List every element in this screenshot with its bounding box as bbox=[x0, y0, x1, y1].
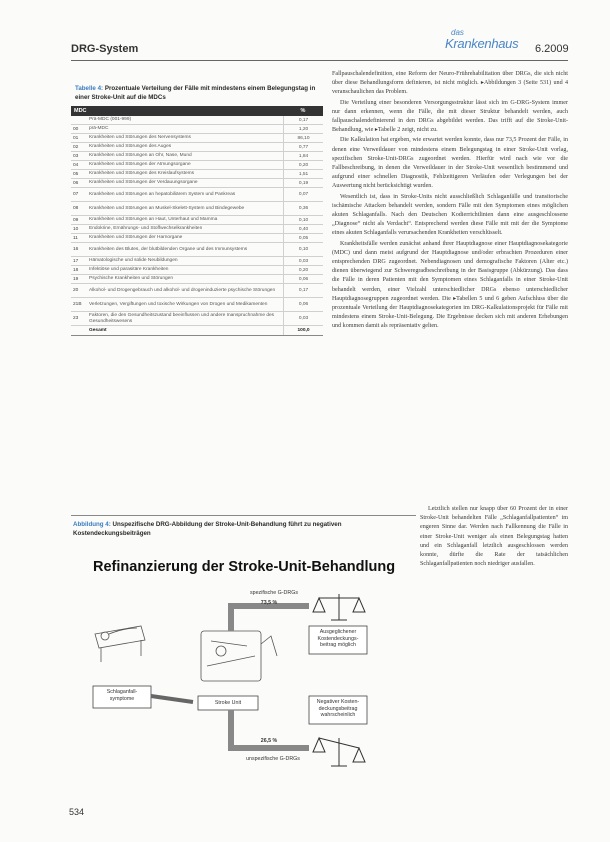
row-percent: 1,51 bbox=[283, 170, 323, 178]
row-percent: 0,40 bbox=[283, 225, 323, 233]
journal-logo bbox=[445, 28, 525, 56]
row-percent: 0,06 bbox=[283, 275, 323, 283]
table-row bbox=[71, 298, 323, 312]
col-header-pct: % bbox=[300, 108, 306, 114]
table-row bbox=[71, 216, 323, 225]
table-row bbox=[71, 152, 323, 161]
row-description: Krankheiten und Störungen der Verdauungsorgane bbox=[89, 180, 198, 185]
row-percent: 0,03 bbox=[283, 312, 323, 325]
table-row bbox=[71, 284, 323, 298]
row-description: Krankheiten und Störungen des Kreislaufsystems bbox=[89, 171, 195, 176]
table-row bbox=[71, 134, 323, 143]
table-row bbox=[71, 225, 323, 234]
table-row bbox=[71, 266, 323, 275]
article-column-upper bbox=[332, 70, 568, 508]
stroke-unit-icon bbox=[201, 631, 277, 681]
total-pct: 100,0 bbox=[283, 326, 323, 335]
specific-pct: 73,5 % bbox=[260, 600, 278, 606]
table-row bbox=[71, 257, 323, 266]
row-code: 00 bbox=[73, 126, 79, 132]
row-percent: 0,19 bbox=[283, 179, 323, 187]
row-description: Krankheiten und Störungen der Harnorgane bbox=[89, 235, 183, 240]
row-code: 16 bbox=[73, 247, 79, 252]
table-row bbox=[71, 170, 323, 179]
row-code: 20 bbox=[73, 288, 79, 293]
article-paragraph: Fallpauschalendefinition, eine Reform der Neuro-Frührehabilitation über DRGs, die sich nicht über diese Behandlungsform definieren, ist nicht möglich. ▸Abbildungen 3 (Seite 531) und 4 veranschaulichen das Problem. bbox=[332, 71, 568, 96]
patient-bed-icon bbox=[95, 626, 145, 662]
specific-label: spezifische G-DRGs bbox=[250, 590, 298, 596]
row-description: Endokrine, Ernährungs- und Stoffwechselkrankheiten bbox=[89, 226, 203, 231]
row-description: Krankheiten und Störungen des Auges bbox=[89, 144, 172, 149]
row-code: 17 bbox=[73, 258, 79, 264]
table-row bbox=[71, 275, 323, 284]
figure-title: Refinanzierung der Stroke-Unit-Behandlung bbox=[93, 559, 396, 575]
article-column-lower bbox=[420, 505, 568, 805]
logo-prefix: das bbox=[451, 28, 464, 37]
table-row bbox=[71, 312, 323, 326]
row-code: 11 bbox=[73, 235, 78, 241]
unspecific-pct: 26,5 % bbox=[260, 738, 278, 744]
table-row bbox=[71, 125, 323, 134]
negative-label: Negativer Kosten- deckungsbeitrag wahrscheinlich bbox=[316, 699, 360, 718]
total-label: Gesamt bbox=[89, 327, 107, 333]
figure-4-label: Abbildung 4: bbox=[73, 521, 111, 528]
table-row bbox=[71, 179, 323, 188]
table-row bbox=[71, 143, 323, 152]
row-description: Faktoren, die den Gesundheitszustand beeinflussen und andere Inanspruchnahme des Gesundheitswesens bbox=[89, 312, 275, 324]
row-description: Infektiöse und parasitäre Krankheiten bbox=[89, 267, 169, 272]
table-4-total-row bbox=[71, 326, 323, 336]
article-paragraph: Krankheitsfälle werden zunächst anhand ihrer Hauptdiagnose einer Hauptdiagnosekategorie (MDC) und dann meist aufgrund der Hauptdiagnose und/oder erbrachten Prozeduren einer entsprechenden DRG zugeordnet. Nebendiagnosen und demografische Faktoren (Alter etc.) dienen überwiegend zur Schweregradbeschreibung in der Basisgruppe (Abkürzung). Das dass die Fälle in deren Patienten mit den Symptomen eines Schlaganfalls in einer Stroke-Unit behandelt werden, einer Vielzahl unterschiedlicher DRGs ebenso unterschiedlicher Hauptdiagnosegruppen zugeordnet werden. Die ▸Tabellen 5 und 6 geben Aufschluss über die prozentuale Verteilung der Hauptdiagnosekategorien im DRG-Kalkulationsprojekt für Fälle mit mindestens einem Stroke-Unit-Belegung. Die Ergebnisse decken sich mit anderen Erhebungen und kommen damit als repräsentativ gelten. bbox=[332, 240, 568, 330]
balanced-scale-icon bbox=[313, 594, 365, 620]
table-row bbox=[71, 188, 323, 202]
row-code: 18 bbox=[73, 267, 79, 273]
row-description: Krankheiten und Störungen an Haut, Unterhaut und Mamma bbox=[89, 217, 218, 222]
figure-4-caption-text: Unspezifische DRG-Abbildung der Stroke-Unit-Behandlung führt zu negativen Kostendeckungsbeiträgen bbox=[73, 521, 342, 537]
row-code: 10 bbox=[73, 226, 79, 232]
row-description: prä-MDC bbox=[89, 126, 109, 131]
table-4-header bbox=[71, 106, 323, 116]
row-percent: 1,20 bbox=[283, 125, 323, 133]
row-percent: 1,84 bbox=[283, 152, 323, 160]
table-4-label: Tabelle 4: bbox=[75, 85, 104, 92]
table-4-body bbox=[71, 116, 323, 326]
row-description: Hämatologische und solide Neubildungen bbox=[89, 258, 178, 263]
figure-4 bbox=[71, 515, 416, 798]
row-code: 21B bbox=[73, 302, 82, 307]
article-paragraph: Letztlich stellen nur knapp über 60 Prozent der in einer Stroke-Unit behandelten Fälle „Schlaganfallpatienten“ im engeren Sinne dar. Werden nach Fallkennung die Fälle in einer Stroke-Unit weniger als einen Belegungstag hatten und ein Schlaganfall letztlich ausgeschlossen werden konnte, dürfte die Rate der tatsächlichen Schlaganfallpatienten noch niedriger ausfallen. bbox=[420, 506, 568, 568]
article-paragraph: Die Kalkulation hat ergeben, wie erwartet werden konnte, dass nur 73,5 Prozent der Fälle, in denen eine Verweildauer von mindestens einem Belegungstag in einer Stroke-Unit vorlag, spezifischen Stroke-Unit-DRGs zugeordnet werden. Hierfür wird nach wie vor die Fallbeschreibung, in denen die Verweildauer in der Stroke-Unit wesentlich bestimmend und aufgrund einer schnellen Diagnostik, Fehlzeitigeren Verläufen oder Verlegungen bei der Auswertung nicht berücksichtigt wurden. bbox=[332, 137, 568, 190]
row-percent: 0,20 bbox=[283, 266, 323, 274]
table-4-caption-text: Prozentuale Verteilung der Fälle mit mindestens einem Belegungstag in einer Stroke-Unit auf die MDCs bbox=[75, 85, 316, 101]
row-percent: 0,17 bbox=[283, 116, 323, 124]
header-rule bbox=[71, 60, 568, 61]
row-percent: 0,17 bbox=[283, 284, 323, 297]
row-description: Krankheiten und Störungen an hepatobiliärem System und Pankreas bbox=[89, 191, 236, 197]
issue-number: 6.2009 bbox=[535, 43, 569, 55]
row-percent: 0,06 bbox=[283, 298, 323, 311]
row-percent: 0,36 bbox=[283, 202, 323, 215]
row-percent: 0,03 bbox=[283, 257, 323, 265]
row-code: 03 bbox=[73, 153, 79, 159]
row-description: Psychische Krankheiten und Störungen bbox=[89, 276, 173, 281]
row-description: Krankheiten und Störungen an Muskel-Skelett-System und Bindegewebe bbox=[89, 205, 245, 211]
arrow-to-unit bbox=[151, 696, 193, 702]
table-row bbox=[71, 116, 323, 125]
unspecific-label: unspezifische G-DRGs bbox=[246, 756, 300, 762]
row-description: Krankheiten und Störungen an Ohr, Nase, Mund bbox=[89, 153, 192, 158]
section-title: DRG-System bbox=[71, 43, 139, 55]
table-4 bbox=[71, 84, 323, 336]
row-description: Alkohol- und Drogengebrauch und alkohol- und drogeninduzierte psychische Störungen bbox=[89, 287, 276, 293]
row-code: 04 bbox=[73, 162, 79, 168]
logo-name: Krankenhaus bbox=[445, 36, 519, 51]
page-number: 534 bbox=[69, 807, 85, 817]
table-4-caption bbox=[71, 84, 323, 106]
row-description: Krankheiten und Störungen der Atmungsorgane bbox=[89, 162, 191, 167]
row-percent: 0,20 bbox=[283, 161, 323, 169]
arrow-specific bbox=[231, 606, 309, 631]
row-code: 02 bbox=[73, 144, 79, 150]
row-code: 06 bbox=[73, 180, 79, 186]
row-description: Krankheiten des Blutes, der blutbildenden Organe und des Immunsystems bbox=[89, 246, 248, 252]
table-row bbox=[71, 202, 323, 216]
table-row bbox=[71, 243, 323, 257]
row-code: 07 bbox=[73, 192, 79, 197]
row-percent: 86,10 bbox=[283, 134, 323, 142]
article-paragraph: Die Verteilung einer besonderen Versorgungsstruktur lässt sich im G-DRG-System immer nur dann erkennen, wenn die Fälle, die mit dieser Struktur behandelt werden, auch fallpauschalendefinierend in den DRGs abgebildet werden. Das trifft auf die Stroke-Unit-Behandlung, wie ▸Tabelle 2 zeigt, nicht zu. bbox=[332, 99, 568, 134]
table-row bbox=[71, 234, 323, 243]
article-paragraph: Wesentlich ist, dass in Stroke-Units nicht ausschließlich Schlaganfälle und transitorische ischämische Attacken behandelt werden, sondern Fälle mit den Symptomen eines möglichen akuten Schlaganfalls. Nach den Deutschen Kodierrichtlinien dann eine ausgeschlossene „Diagnose“ nicht als Verdacht“. Entsprechend werden diese Fälle mit mit der die Symptome eines akuten Schlaganfalls verursachenden Krankheiten verschlüsselt. bbox=[332, 193, 568, 237]
row-code: 19 bbox=[73, 276, 79, 282]
table-row bbox=[71, 161, 323, 170]
row-percent: 0,10 bbox=[283, 216, 323, 224]
row-percent: 0,07 bbox=[283, 188, 323, 201]
row-percent: 0,05 bbox=[283, 234, 323, 242]
row-code: 05 bbox=[73, 171, 79, 177]
col-header-mdc: MDC bbox=[74, 108, 87, 114]
unit-label: Stroke Unit bbox=[214, 700, 242, 706]
row-code: 01 bbox=[73, 135, 79, 141]
row-description: Prä-MDC (001-999) bbox=[89, 117, 132, 122]
row-percent: 0,77 bbox=[283, 143, 323, 151]
patient-label: Schlaganfall- symptome bbox=[106, 689, 138, 702]
row-percent: 0,10 bbox=[283, 243, 323, 256]
positive-label: Ausgeglichener Kostendeckungs- beitrag möglich bbox=[317, 629, 359, 648]
row-description: Verletzungen, Vergiftungen und toxische Wirkungen von Drogen und Medikamenten bbox=[89, 301, 268, 307]
row-code: 09 bbox=[73, 217, 79, 223]
tilted-scale-icon bbox=[313, 738, 365, 766]
row-description: Krankheiten und Störungen des Nervensystems bbox=[89, 135, 191, 140]
row-code: 23 bbox=[73, 316, 79, 321]
row-code: 08 bbox=[73, 206, 79, 211]
